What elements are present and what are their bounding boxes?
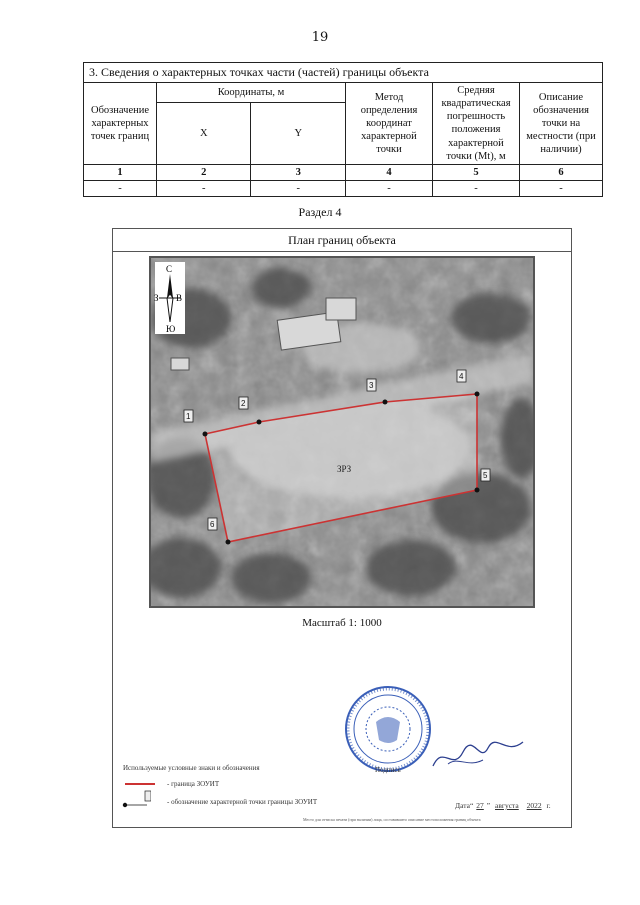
compass-north: С — [166, 264, 173, 274]
date-year: 2022 — [526, 801, 542, 810]
boundary-point-3 — [383, 400, 388, 405]
compass-icon — [154, 262, 185, 334]
aerial-photo — [151, 258, 533, 606]
table-cell: - — [433, 180, 520, 196]
col-number: 1 — [84, 164, 157, 180]
col-x-header: X — [157, 103, 251, 164]
compass-west: З — [154, 293, 159, 303]
signature-scribble — [428, 734, 528, 774]
boundary-point-2 — [257, 420, 262, 425]
col-number: 4 — [346, 164, 433, 180]
table-cell: - — [84, 180, 157, 196]
date-prefix: Дата — [455, 801, 470, 810]
col-y-header: Y — [251, 103, 346, 164]
col-coords-header: Координаты, м — [157, 83, 346, 103]
legend-point-icon — [121, 789, 151, 809]
boundary-point-6 — [226, 540, 231, 545]
col-method-header: Метод определения координат характерной точки — [346, 83, 433, 165]
table-cell: - — [251, 180, 346, 196]
plan-title: План границ объекта — [113, 229, 571, 252]
col-number: 3 — [251, 164, 346, 180]
col-number: 6 — [520, 164, 603, 180]
point-label-1: 1 — [186, 412, 191, 421]
col-number: 2 — [157, 164, 251, 180]
date-line: Дата“ 27 ” августа 2022 г. — [455, 801, 551, 810]
table-row — [84, 180, 603, 196]
boundary-point-5 — [475, 488, 480, 493]
legend-boundary-label: - граница ЗОУИТ — [167, 780, 220, 788]
zone-label: ЗРЗ — [337, 464, 352, 474]
boundary-point-4 — [475, 392, 480, 397]
table-cell: - — [157, 180, 251, 196]
col-error-header: Средняя квадратическая погрешность положения характерной точки (Mt), м — [433, 83, 520, 165]
table-title: 3. Сведения о характерных точках части (частей) границы объекта — [84, 63, 603, 83]
plan-box — [112, 228, 572, 828]
table-cell: - — [520, 180, 603, 196]
scale-label: Масштаб 1: 1000 — [302, 617, 382, 629]
date-day: 27 — [476, 801, 484, 810]
point-label-5: 5 — [483, 471, 488, 480]
legend-point-label: - обозначение характерной точки границы ЗОУИТ — [167, 798, 318, 806]
legend-title: Используемые условные знаки и обозначения — [123, 764, 260, 772]
legend-boundary-line — [125, 783, 155, 785]
footnote: Место для оттиска печати (при наличии) лица, составившего описание местоположения границ объекта — [303, 817, 481, 822]
col-description-header: Описание обозначения точки на местности (при наличии) — [520, 83, 603, 165]
aerial-map — [149, 256, 535, 608]
page-number: 19 — [311, 30, 329, 45]
table-cell: - — [346, 180, 433, 196]
point-label-2: 2 — [241, 399, 246, 408]
signature-label: Подпись — [375, 766, 401, 774]
date-month: августа — [495, 801, 519, 810]
point-label-4: 4 — [459, 372, 464, 381]
section-label: Раздел 4 — [298, 205, 342, 219]
characteristic-points-table — [83, 62, 603, 197]
col-number: 5 — [433, 164, 520, 180]
date-suffix: г. — [546, 801, 551, 810]
boundary-point-1 — [203, 432, 208, 437]
compass-south: Ю — [166, 324, 176, 334]
seal-stamp — [343, 684, 433, 774]
col-designation-header: Обозначение характерных точек границ — [84, 83, 157, 165]
point-label-3: 3 — [369, 381, 374, 390]
point-label-6: 6 — [210, 520, 215, 529]
compass-east: В — [176, 293, 183, 303]
